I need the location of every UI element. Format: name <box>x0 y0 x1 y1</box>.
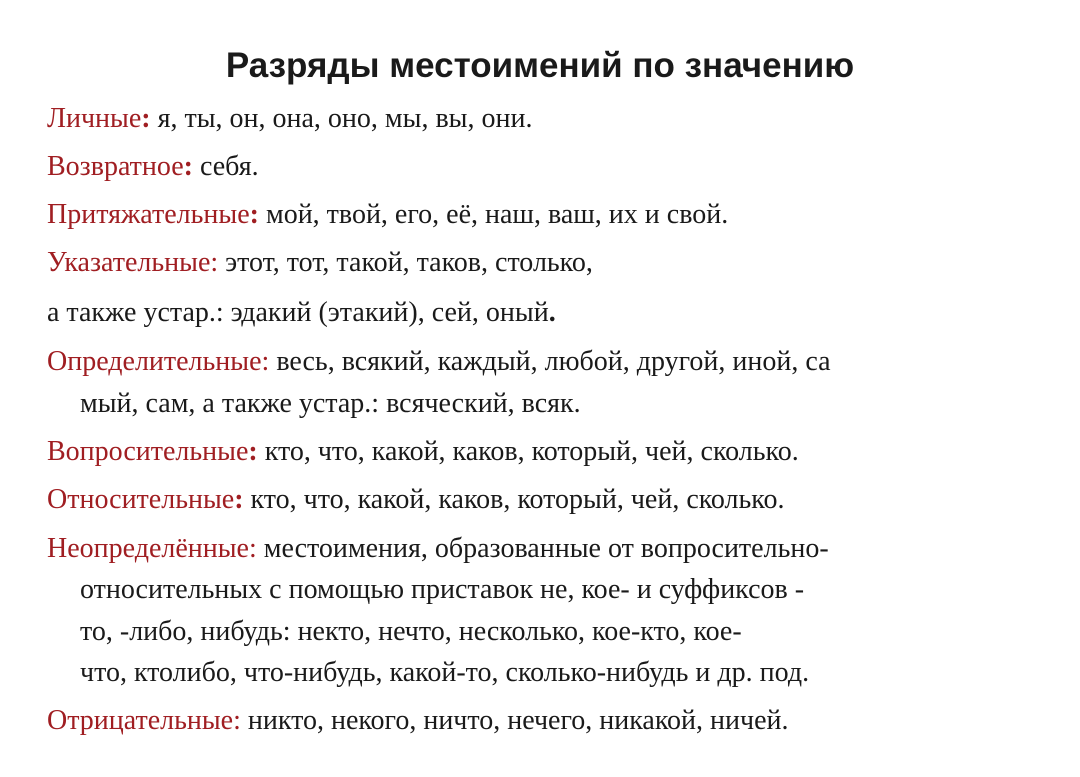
entry-term: Притяжательные <box>47 199 250 230</box>
entry-demonstrative-archaic <box>47 289 1057 336</box>
entry-attributive-continuation: мый, сам, а также устар.: всяческий, всяк. <box>80 388 581 419</box>
entry-term: Личные <box>47 103 142 134</box>
entry-colon: : <box>141 103 151 134</box>
entry-colon: : <box>248 533 257 564</box>
entry-negative <box>47 697 1057 744</box>
entry-text: а также устар.: эдакий (этакий), сей, оный <box>47 297 549 328</box>
entry-colon: : <box>233 705 241 736</box>
entry-colon: : <box>249 199 259 230</box>
entry-attributive <box>47 338 1057 385</box>
entry-term: Неопределённые <box>47 533 249 564</box>
entry-term: Возвратное <box>47 151 184 182</box>
entry-demonstrative <box>47 239 1057 286</box>
entry-text: никто, некого, ничто, нечего, никакой, ничей. <box>240 705 789 736</box>
entry-colon: : <box>210 247 219 278</box>
page-title: Разряды местоимений по значению <box>225 46 855 85</box>
entry-text: кто, что, какой, каков, который, чей, сколько. <box>257 436 799 467</box>
entry-interrogative <box>47 428 1057 475</box>
entry-indefinite-continuation-3: что, ктолибо, что-нибудь, какой-то, сколько-нибудь и др. под. <box>80 657 810 688</box>
entry-term: Отрицательные <box>47 705 234 736</box>
entry-term: Вопросительные <box>47 436 249 467</box>
entry-term: Относительные <box>47 484 235 515</box>
entry-end: . <box>548 297 556 328</box>
entry-text: местоимения, образованные от вопросительно- <box>256 533 829 564</box>
entry-text: мой, твой, его, её, наш, ваш, их и свой. <box>258 199 729 230</box>
entry-term: Указательные <box>47 247 211 278</box>
entry-indefinite <box>47 525 1057 572</box>
entry-colon: : <box>234 484 244 515</box>
entry-colon: : <box>261 346 270 377</box>
entry-possessive <box>47 191 1057 238</box>
entry-term: Определительные <box>47 346 262 377</box>
entry-reflexive <box>47 143 1057 190</box>
entry-indefinite-continuation-1: относительных с помощью приставок не, кое- и суффиксов - <box>80 574 805 605</box>
entry-indefinite-continuation-2: то, -либо, нибудь: некто, нечто, несколько, кое-кто, кое- <box>80 616 742 647</box>
entry-relative <box>47 476 1057 523</box>
entry-text: кто, что, какой, каков, который, чей, сколько. <box>243 484 785 515</box>
entry-text: я, ты, он, она, оно, мы, вы, они. <box>150 103 533 134</box>
entry-colon: : <box>183 151 193 182</box>
entry-text: весь, всякий, каждый, любой, другой, иной, са <box>269 346 831 377</box>
entry-text: себя. <box>192 151 259 182</box>
entry-text: этот, тот, такой, таков, столько, <box>218 247 593 278</box>
entry-personal <box>47 95 1057 142</box>
entry-colon: : <box>248 436 258 467</box>
